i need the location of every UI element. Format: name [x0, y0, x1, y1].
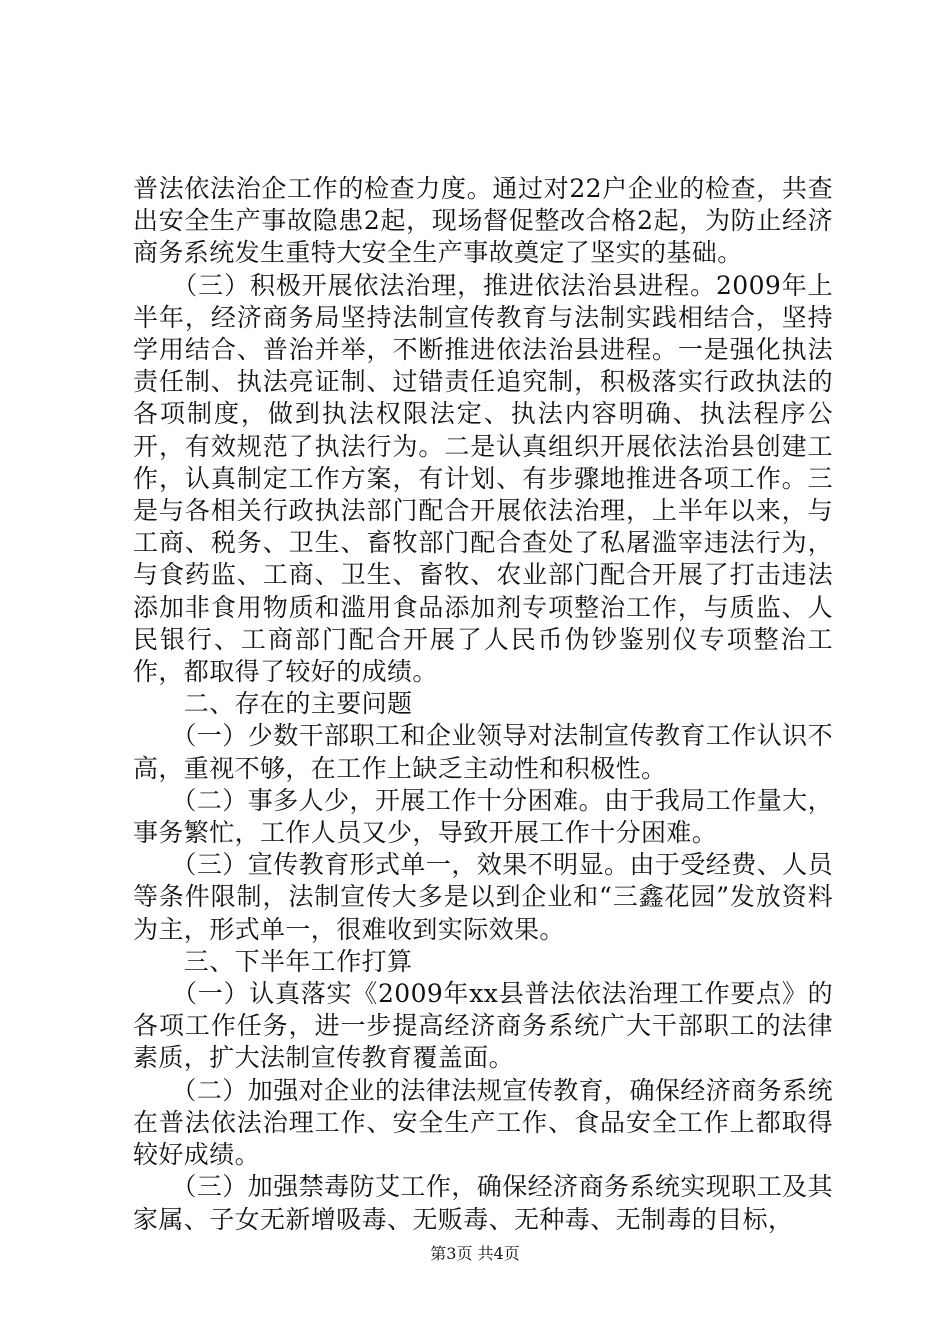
body-text	[133, 173, 833, 1236]
page-number-footer: 第3页 共4页	[430, 1244, 520, 1263]
paragraph-problem-2: （二）事多人少，开展工作十分困难。由于我局工作量大，事务繁忙，工作人员又少，导致开展工作十分困难。	[133, 785, 833, 848]
paragraph-rule-of-law: （三）积极开展依法治理，推进依法治县进程。2009年上半年，经济商务局坚持法制宣传教育与法制实践相结合，坚持学用结合、普治并举，不断推进依法治县进程。一是强化执法责任制、执法亮证制、过错责任追究制，积极落实行政执法的各项制度，做到执法权限法定、执法内容明确、执法程序公开，有效规范了执法行为。二是认真组织开展依法治县创建工作，认真制定工作方案，有计划、有步骤地推进各项工作。三是与各相关行政执法部门配合开展依法治理，上半年以来，与工商、税务、卫生、畜牧部门配合查处了私屠滥宰违法行为，与食药监、工商、卫生、畜牧、农业部门配合开展了打击违法添加非食用物质和滥用食品添加剂专项整治工作，与质监、人民银行、工商部门配合开展了人民币伪钞鉴别仪专项整治工作，都取得了较好的成绩。	[133, 270, 833, 687]
heading-main-problems: 二、存在的主要问题	[133, 689, 413, 719]
paragraph-plan-2: （二）加强对企业的法律法规宣传教育，确保经济商务系统在普法依法治理工作、安全生产工作、食品安全工作上都取得较好成绩。	[133, 1075, 833, 1170]
paragraph-problem-3: （三）宣传教育形式单一，效果不明显。由于受经费、人员等条件限制，法制宣传大多是以到企业和“三鑫花园”发放资料为主，形式单一，很难收到实际效果。	[133, 850, 833, 944]
heading-second-half-plan: 三、下半年工作打算	[133, 946, 413, 976]
paragraph-problem-1: （一）少数干部职工和企业领导对法制宣传教育工作认识不高，重视不够，在工作上缺乏主动性和积极性。	[133, 721, 833, 783]
paragraph-plan-1: （一）认真落实《2009年xx县普法依法治理工作要点》的各项工作任务，进一步提高经济商务系统广大干部职工的法律素质，扩大法制宣传教育覆盖面。	[133, 979, 833, 1073]
paragraph-continuation: 普法依法治企工作的检查力度。通过对22户企业的检查，共查出安全生产事故隐患2起，现场督促整改合格2起，为防止经济商务系统发生重特大安全生产事故奠定了坚实的基础。	[133, 174, 833, 268]
paragraph-plan-3: （三）加强禁毒防艾工作，确保经济商务系统实现职工及其家属、子女无新增吸毒、无贩毒、无种毒、无制毒的目标，	[133, 1172, 833, 1234]
